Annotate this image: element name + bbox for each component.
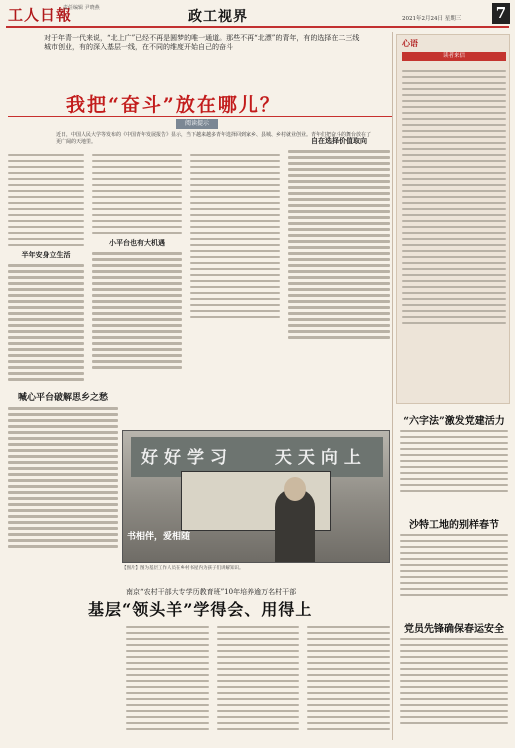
board-text-left: 好好学习 [141, 448, 233, 468]
reader-letter-tag: 读者来信 [402, 52, 506, 61]
page-number: 7 [492, 3, 510, 24]
xinyu-title: 心语 [402, 38, 418, 48]
lead-paragraph: 对于年青一代来说，“北上广”已经不再是圆梦的唯一通道。那些不再“北漂”的青年，有的选择在二三线城市创业，有的深入基层一线，在不同的维度开始自己的奋斗 [44, 34, 360, 51]
news-photo [122, 430, 390, 563]
bottom-headline: 基层“领头羊”学得会、用得上 [88, 600, 313, 619]
bottom-subtitle: 南京“农村干部大专学历教育班”10年培养逾万名村干部 [126, 588, 297, 596]
subhead-c: 小平台也有大机遇 [109, 238, 165, 247]
photo-overlay-caption: 书相伴，爱相随 [127, 532, 191, 542]
subhead-b: 自在选择价值取向 [311, 136, 367, 145]
article-col-3 [190, 150, 280, 322]
right-article-2 [400, 530, 508, 600]
xinyu-body [402, 66, 506, 328]
newspaper-logo: 工人日報 [8, 6, 73, 24]
right-headline-1: “六字法”激发党建活力 [403, 416, 505, 427]
board-text-right: 天天向上 [274, 448, 367, 468]
reading-tip-label: 阅读提示 [176, 119, 218, 129]
section-title: 政工视界 [188, 9, 248, 25]
right-headline-3: 党员先锋确保春运安全 [404, 624, 504, 635]
bottom-article-body [126, 622, 390, 734]
sidebar-story [8, 390, 118, 551]
subhead-d: 喊心平台破解思乡之愁 [17, 393, 108, 403]
right-article-3 [400, 634, 508, 728]
subhead-a: 半年安身立生活 [21, 250, 71, 259]
column-divider [392, 32, 393, 740]
right-article-1 [400, 426, 508, 496]
photo-caption: 【图片】图为基层工作人员在乡村书屋内为孩子们讲解知识。 [122, 566, 244, 571]
main-headline: 我把“奋斗”放在哪儿？ [66, 94, 281, 116]
editor-credit: 责任编辑 尹晓燕 [63, 5, 100, 11]
header-rule [6, 26, 509, 28]
person-head [284, 477, 306, 501]
issue-date: 2021年2月24日 星期三 [402, 16, 462, 22]
article-col-2 [92, 150, 182, 372]
headline-rule [8, 116, 392, 117]
article-col-4 [288, 132, 390, 342]
article-col-1 [8, 150, 84, 384]
right-headline-2: 沙特工地的别样春节 [409, 520, 499, 531]
reading-tip-text: 近日，中国人民大学等发布的《中国青年发展报告》显示，当下越来越多青年选择回到家乡、县城、乡村就业创业。青年们把奋斗的舞台放在了更广阔的天地里。 [56, 132, 372, 145]
